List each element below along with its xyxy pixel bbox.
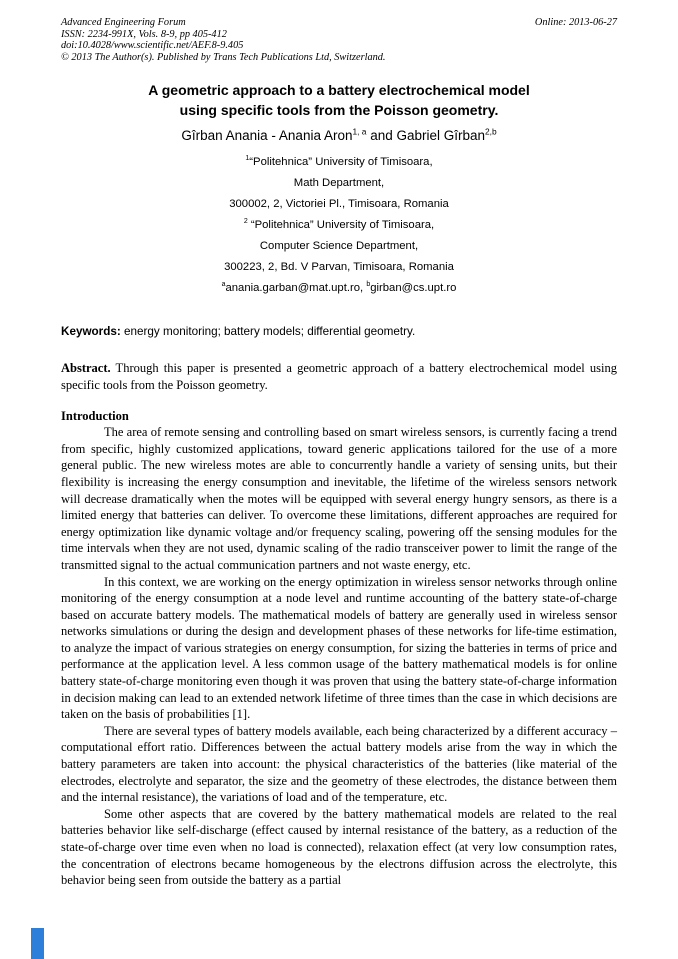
intro-paragraph-1: The area of remote sensing and controlling based on smart wireless sensors, is currently facing a trend from specific, highly customized applications, toward generic applications tailored for the use of a more general public. The new wireless motes are able to concurrently handle a variety of sensing units, but their flexibility is increasing the energy consumption and inevitable, the lifetime of the wireless sensors network will decrease dramatically when the motes will be equipped with several energy hungry sensors, as there is a limited energy that batteries can deliver. To overcome these limitations, different approaches are required for energy optimization like dynamic voltage and/or frequency scaling, powering off the sensing modules for the time intervals when they are not used, dynamic scaling of the radio transceiver power to limit the range of the transmitted signal to the actual communication partners and not waste energy, etc.: [61, 425, 617, 572]
copyright-line: © 2013 The Author(s). Published by Trans Tech Publications Ltd, Switzerland.: [61, 51, 386, 63]
doi-line: doi:10.4028/www.scientific.net/AEF.8-9.405: [61, 40, 244, 52]
affiliation-1-university: $^1$“Politehnica” University of Timisoara,: [245, 155, 433, 169]
email-a: anania.garban@mat.upt.ro,: [225, 282, 367, 295]
issn-line: ISSN: 2234-991X, Vols. 8-9, pp 405-412: [61, 28, 227, 40]
journal-header-left: [61, 17, 385, 63]
keywords-label: Keywords:: [61, 325, 121, 339]
introduction-heading: Introduction: [61, 408, 129, 423]
page-content: [61, 17, 617, 889]
intro-paragraph-2: In this context, we are working on the energy optimization in wireless sensor networks through online monitoring of the energy consumption at a node level and runtime accounting of the battery state-of-charge based on accurate battery models. The mathematical models of battery are generally used in wireless sensor networks simulations or during the design and development phases of these networks for life-time estimation, to analyze the impact of various strategies on energy consumption, for sizing the batteries in terms of price and performance at the application level. A less common usage of the battery mathematical models is for online battery state-of-charge monitoring even though it was proven that using the battery state-of-charge information in decision making can lead to an extended network lifetime of three times than the case in which decisions are taken on the basis of probabilities [1].: [61, 574, 617, 722]
email-b: girban@cs.upt.ro: [370, 282, 457, 295]
affiliation-1-department: Math Department,: [293, 177, 385, 190]
affiliation-2-superscript: 2: [243, 218, 248, 226]
paper-title-line2: using specific tools from the Poisson geometry.: [179, 102, 499, 119]
online-date: Online: 2013-06-27: [534, 17, 617, 28]
author-2-superscript: 2,b: [485, 126, 497, 137]
affiliations-block: [61, 152, 617, 299]
author-2: Gabriel Gîrban: [396, 128, 486, 144]
intro-paragraph-3: There are several types of battery models available, each being characterized by a different accuracy – computational effort ratio. Differences between the actual battery models arise from the way in which the battery parameters are taken into account: the physical characteristics of the batteries (like material of the electrodes, electrolyte and separator, the size and the geometry of these electrodes, the distance between them and the internal resistance), the variations of load and of the temperature, etc.: [61, 723, 617, 805]
affiliation-2-university: $^2$ “Politehnica” University of Timisoara,: [243, 218, 435, 232]
author-emails: [61, 278, 617, 299]
affiliation-2-department: Computer Science Department,: [259, 240, 419, 253]
affiliation-1-superscript: 1: [245, 155, 250, 163]
affiliation-2-address: 300223, 2, Bd. V Parvan, Timisoara, Romania: [224, 261, 454, 274]
abstract-label: Abstract.: [61, 361, 111, 376]
page-edge-marker: [31, 928, 44, 959]
email-a-superscript: a: [221, 281, 226, 289]
abstract-text: Through this paper is presented a geometric approach of a battery electrochemical model using specific tools from the Poisson geometry.: [61, 361, 617, 392]
keywords-text: energy monitoring; battery models; differential geometry.: [120, 325, 416, 339]
intro-paragraph-4: Some other aspects that are covered by the battery mathematical models are related to the real batteries behavior like self-discharge (effect caused by internal resistance of the battery, as a reduction of the state-of-charge over time even when no load is connected), relaxation effect (at very low consumption rates, the concentration of electrons became homogeneous by the electrons diffusion across the electrolyte, this behavior being seen from outside the battery as a partial: [61, 806, 617, 888]
author-1: Gîrban Anania - Anania Aron: [181, 128, 353, 144]
journal-name: Advanced Engineering Forum: [61, 17, 186, 28]
keywords-line: [61, 324, 617, 339]
abstract-paragraph: [61, 360, 617, 393]
journal-header: [61, 17, 617, 63]
email-b-superscript: b: [366, 281, 371, 289]
affiliation-1-address: 300002, 2, Victoriei Pl., Timisoara, Romania: [229, 198, 449, 211]
authors-line: [61, 127, 617, 145]
paper-title-line1: A geometric approach to a battery electrochemical model: [148, 82, 530, 99]
paper-title: [61, 80, 617, 120]
authors-joiner: and: [366, 128, 397, 144]
author-1-superscript: 1, a: [352, 126, 367, 137]
